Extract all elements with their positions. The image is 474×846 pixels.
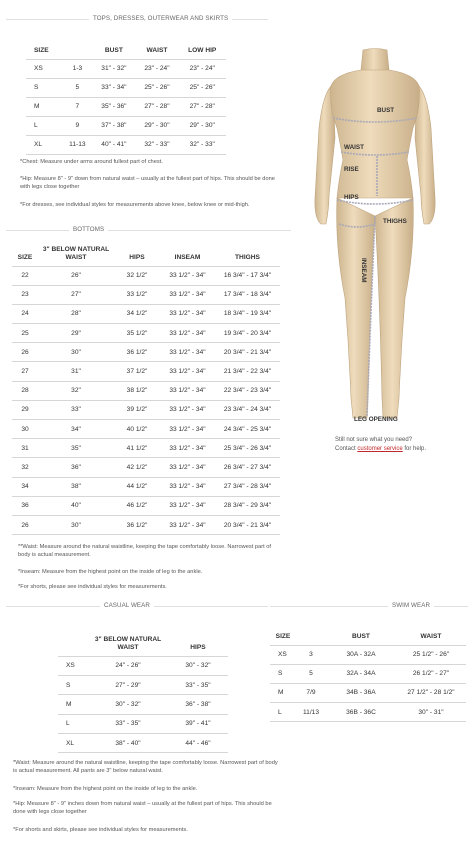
bottoms-table-cell: 30" <box>38 515 114 534</box>
casual-note-hip: *Hip: Measure 8" - 9" inches down from natural waist – usually at the fullest part of hips. This should be done with legs close together <box>13 801 272 816</box>
bottoms-table-cell: 34 <box>12 477 38 496</box>
figure-label-hips: HIPS <box>344 194 359 201</box>
bottoms-table-row <box>12 324 280 343</box>
tops-table-row <box>26 59 226 78</box>
tops-table-cell: 27" - 28" <box>135 97 178 116</box>
bottoms-table-cell: 26 3/4" - 27 3/4" <box>215 458 280 477</box>
tops-table-cell: 5 <box>62 78 92 97</box>
bottoms-table-cell: 28 <box>12 381 38 400</box>
casual-table-cell: 30" - 32" <box>88 695 168 714</box>
bottoms-table-cell: 30" <box>38 343 114 362</box>
tops-table-cell: 25" - 26" <box>178 78 226 97</box>
swim-table-row <box>270 703 466 722</box>
casual-table-cell: 38" - 40" <box>88 734 168 753</box>
swim-table-cell: S <box>270 664 296 683</box>
bottoms-table-cell: 18 3/4" - 19 3/4" <box>215 304 280 323</box>
bottoms-table-cell: 27" <box>38 285 114 304</box>
swim-table-cell: 7/9 <box>296 683 326 702</box>
tops-table-cell: 23" - 24" <box>135 59 178 78</box>
casual-size-table <box>58 631 228 753</box>
tops-table-cell: 29" - 30" <box>178 116 226 135</box>
swim-table-cell: 30" - 31" <box>396 703 466 722</box>
bottoms-table-cell: 26 <box>12 515 38 534</box>
swim-table-row <box>270 645 466 664</box>
swim-table-row <box>270 683 466 702</box>
bottoms-note-waist: **Waist: Measure around the natural waistline, keeping the tape comfortably loose. Narrowest part of body is actual measurement. <box>18 544 272 559</box>
tops-table-row <box>26 97 226 116</box>
tops-table-cell: 23" - 24" <box>178 59 226 78</box>
swim-table-body <box>270 645 466 722</box>
figure-label-inseam: INSEAM <box>360 258 367 283</box>
bottoms-table-cell: 33 1/2" - 34" <box>160 381 215 400</box>
casual-table-cell: 33" - 35" <box>88 714 168 733</box>
swim-table-cell: 25 1/2" - 26" <box>396 645 466 664</box>
help-line-question: Still not sure what you need? <box>335 437 413 443</box>
bottoms-table-cell: 38 1/2" <box>114 381 160 400</box>
casual-table-cell: 33" - 35" <box>168 675 228 694</box>
tops-header-waist: WAIST <box>146 47 168 55</box>
casual-table-cell: M <box>58 695 88 714</box>
casual-note-inseam: *Inseam: Measure from the highest point on the inside of leg to the ankle. <box>13 786 198 792</box>
bottoms-table-cell: 23 <box>12 285 38 304</box>
tops-header-bust: BUST <box>104 47 123 55</box>
swim-table-cell: L <box>270 703 296 722</box>
tops-table-cell: 27" - 28" <box>178 97 226 116</box>
tops-section-title: TOPS, DRESSES, OUTERWEAR AND SKIRTS <box>89 15 232 22</box>
bottoms-table-cell: 32 <box>12 458 38 477</box>
bottoms-table-row <box>12 420 280 439</box>
bottoms-table-cell: 25 <box>12 324 38 343</box>
bottoms-table-cell: 24 <box>12 304 38 323</box>
help-text <box>335 436 470 453</box>
swim-table-cell: M <box>270 683 296 702</box>
bottoms-table-cell: 28" <box>38 304 114 323</box>
casual-table-cell: 44" - 46" <box>168 734 228 753</box>
swim-size-table <box>270 626 466 722</box>
bottoms-table-cell: 33 1/2" - 34" <box>160 362 215 381</box>
bottoms-note-inseam: *Inseam: Measure from the highest point on the inside of leg to the ankle. <box>18 569 203 575</box>
help-prefix: Contact <box>335 445 358 452</box>
swim-table-cell: 11/13 <box>296 703 326 722</box>
bottoms-table-cell: 33 1/2" - 34" <box>160 496 215 515</box>
bottoms-table-cell: 31 <box>12 439 38 458</box>
bottoms-divider <box>6 230 291 231</box>
bottoms-table-cell: 29" <box>38 324 114 343</box>
casual-header-hips: HIPS <box>190 644 206 652</box>
bottoms-table-cell: 19 3/4" - 20 3/4" <box>215 324 280 343</box>
casual-header-waist: 3" BELOW NATURAL WAIST <box>94 636 162 652</box>
bottoms-table-cell: 46 1/2" <box>114 496 160 515</box>
bottoms-table-cell: 39 1/2" <box>114 400 160 419</box>
bottoms-header-size: SIZE <box>17 254 33 262</box>
bottoms-table-cell: 33 1/2" - 34" <box>160 420 215 439</box>
bottoms-table-cell: 33 1/2" - 34" <box>160 477 215 496</box>
bottoms-table-cell: 32 1/2" <box>114 266 160 285</box>
swim-table-cell: 27 1/2" - 28 1/2" <box>396 683 466 702</box>
tops-table-cell: 31" - 32" <box>92 59 135 78</box>
bottoms-table-row <box>12 304 280 323</box>
bottoms-table-cell: 33" <box>38 400 114 419</box>
tops-header-size: SIZE <box>34 47 49 55</box>
bottoms-table-cell: 26" <box>38 266 114 285</box>
mannequin-figure <box>305 48 445 428</box>
casual-table-row <box>58 675 228 694</box>
tops-table-cell: 7 <box>62 97 92 116</box>
bottoms-table-cell: 29 <box>12 400 38 419</box>
bottoms-table-cell: 33 1/2" - 34" <box>160 285 215 304</box>
bottoms-table-cell: 26 <box>12 343 38 362</box>
bottoms-header-hips: HIPS <box>129 254 145 262</box>
bottoms-table-cell: 36" <box>38 458 114 477</box>
swim-table-cell: 3 <box>296 645 326 664</box>
bottoms-table-cell: 22 <box>12 266 38 285</box>
bottoms-table-cell: 25 3/4" - 26 3/4" <box>215 439 280 458</box>
bottoms-table-cell: 37 1/2" <box>114 362 160 381</box>
bottoms-table-cell: 28 3/4" - 29 3/4" <box>215 496 280 515</box>
bottoms-table-row <box>12 285 280 304</box>
bottoms-table-cell: 40" <box>38 496 114 515</box>
tops-note-hip: *Hip: Measure 8" - 9" down from natural waist – usually at the fullest part of hips. This should be done with legs close together <box>20 176 275 191</box>
tops-table-row <box>26 78 226 97</box>
bottoms-table-cell: 36 <box>12 496 38 515</box>
bottoms-section-title: BOTTOMS <box>69 226 108 233</box>
tops-table-cell: 9 <box>62 116 92 135</box>
swim-table-cell: 30A - 32A <box>326 645 396 664</box>
bottoms-table-cell: 40 1/2" <box>114 420 160 439</box>
bottoms-header-waist: 3" BELOW NATURAL WAIST <box>42 246 110 262</box>
casual-note-shorts: *For shorts and skirts, please see individual styles for measurements. <box>13 827 188 833</box>
casual-table-cell: 39" - 41" <box>168 714 228 733</box>
bottoms-table-cell: 41 1/2" <box>114 439 160 458</box>
casual-table-cell: XL <box>58 734 88 753</box>
swim-table-cell: XS <box>270 645 296 664</box>
bottoms-table-cell: 33 1/2" - 34" <box>160 458 215 477</box>
bottoms-table-cell: 27 3/4" - 28 3/4" <box>215 477 280 496</box>
swim-table-cell: 5 <box>296 664 326 683</box>
figure-label-rise: RISE <box>344 166 359 173</box>
bottoms-table-cell: 22 3/4" - 23 3/4" <box>215 381 280 400</box>
bottoms-table-cell: 24 3/4" - 25 3/4" <box>215 420 280 439</box>
bottoms-table-row <box>12 266 280 285</box>
swim-header-bust: BUST <box>352 633 370 641</box>
bottoms-table-row <box>12 400 280 419</box>
casual-table-cell: XS <box>58 656 88 675</box>
bottoms-table-cell: 42 1/2" <box>114 458 160 477</box>
tops-table-cell: 37" - 38" <box>92 116 135 135</box>
swim-section-title: SWIM WEAR <box>388 602 434 609</box>
bottoms-table-cell: 31" <box>38 362 114 381</box>
tops-note-chest: *Chest: Measure under arms around fullest part of chest. <box>20 159 163 165</box>
bottoms-table-cell: 32" <box>38 381 114 400</box>
bottoms-table-row <box>12 515 280 534</box>
bottoms-size-table <box>12 241 280 535</box>
bottoms-table-cell: 35 1/2" <box>114 324 160 343</box>
tops-table-cell: XL <box>26 135 62 154</box>
swim-table-cell: 36B - 36C <box>326 703 396 722</box>
tops-table-cell: 40" - 41" <box>92 135 135 154</box>
swim-divider <box>270 606 468 607</box>
bottoms-header-thighs: THIGHS <box>235 254 260 262</box>
casual-table-cell: S <box>58 675 88 694</box>
tops-table-cell: M <box>26 97 62 116</box>
tops-table-row <box>26 116 226 135</box>
tops-header-low-hip: LOW HIP <box>188 47 217 55</box>
bottoms-table-row <box>12 477 280 496</box>
casual-table-row <box>58 714 228 733</box>
bottoms-table-cell: 20 3/4" - 21 3/4" <box>215 515 280 534</box>
tops-table-cell: 32" - 33" <box>135 135 178 154</box>
swim-table-row <box>270 664 466 683</box>
casual-table-cell: L <box>58 714 88 733</box>
help-line-contact <box>335 445 470 454</box>
bottoms-table-row <box>12 496 280 515</box>
figure-label-waist: WAIST <box>344 144 364 151</box>
bottoms-table-row <box>12 439 280 458</box>
casual-table-cell: 24" - 26" <box>88 656 168 675</box>
tops-table-row <box>26 135 226 154</box>
bottoms-table-cell: 33 1/2" - 34" <box>160 515 215 534</box>
bottoms-note-shorts: *For shorts, please see individual styles for measurements. <box>18 584 167 590</box>
help-suffix: for help. <box>402 445 427 452</box>
casual-table-cell: 27" - 29" <box>88 675 168 694</box>
bottoms-table-cell: 33 1/2" - 34" <box>160 400 215 419</box>
tops-table-cell: 35" - 36" <box>92 97 135 116</box>
tops-table-cell: 1-3 <box>62 59 92 78</box>
bottoms-table-cell: 33 1/2" - 34" <box>160 439 215 458</box>
casual-table-row <box>58 695 228 714</box>
tops-table-cell: 33" - 34" <box>92 78 135 97</box>
bottoms-table-cell: 38" <box>38 477 114 496</box>
casual-table-row <box>58 656 228 675</box>
swim-header-number <box>296 626 326 645</box>
tops-table-cell: S <box>26 78 62 97</box>
bottoms-table-cell: 33 1/2" - 34" <box>160 304 215 323</box>
tops-table-cell: 32" - 33" <box>178 135 226 154</box>
casual-table-cell: 30" - 32" <box>168 656 228 675</box>
tops-size-table <box>26 40 226 155</box>
bottoms-table-cell: 34 1/2" <box>114 304 160 323</box>
bottoms-table-cell: 33 1/2" - 34" <box>160 266 215 285</box>
casual-table-body <box>58 656 228 753</box>
bottoms-table-cell: 16 3/4" - 17 3/4" <box>215 266 280 285</box>
bottoms-table-row <box>12 343 280 362</box>
bottoms-table-row <box>12 458 280 477</box>
figure-label-leg-opening: LEG OPENING <box>354 416 398 423</box>
bottoms-table-row <box>12 381 280 400</box>
bottoms-table-row <box>12 362 280 381</box>
bottoms-table-cell: 36 1/2" <box>114 515 160 534</box>
tops-table-cell: XS <box>26 59 62 78</box>
bottoms-table-cell: 35" <box>38 439 114 458</box>
bottoms-header-inseam: INSEAM <box>174 254 201 262</box>
tops-header-number <box>62 40 92 59</box>
swim-header-waist: WAIST <box>420 633 442 641</box>
tops-table-cell: 11-13 <box>62 135 92 154</box>
bottoms-table-cell: 21 3/4" - 22 3/4" <box>215 362 280 381</box>
tops-table-cell: 29" - 30" <box>135 116 178 135</box>
customer-service-link[interactable]: customer service <box>357 445 403 452</box>
casual-table-cell: 36" - 38" <box>168 695 228 714</box>
tops-table-cell: L <box>26 116 62 135</box>
bottoms-table-cell: 17 3/4" - 18 3/4" <box>215 285 280 304</box>
swim-table-cell: 26 1/2" - 27" <box>396 664 466 683</box>
bottoms-table-cell: 30 <box>12 420 38 439</box>
bottoms-table-cell: 33 1/2" - 34" <box>160 343 215 362</box>
swim-table-cell: 34B - 36A <box>326 683 396 702</box>
bottoms-table-cell: 33 1/2" <box>114 285 160 304</box>
swim-header-size: SIZE <box>275 633 291 641</box>
figure-label-bust: BUST <box>377 107 395 114</box>
bottoms-table-cell: 33 1/2" - 34" <box>160 324 215 343</box>
figure-label-thighs: THIGHS <box>383 218 407 225</box>
bottoms-table-cell: 20 3/4" - 21 3/4" <box>215 343 280 362</box>
swim-table-cell: 32A - 34A <box>326 664 396 683</box>
bottoms-table-cell: 36 1/2" <box>114 343 160 362</box>
tops-table-body <box>26 59 226 154</box>
bottoms-table-cell: 27 <box>12 362 38 381</box>
bottoms-table-cell: 44 1/2" <box>114 477 160 496</box>
bottoms-table-body <box>12 266 280 535</box>
casual-section-title: CASUAL WEAR <box>100 602 154 609</box>
bottoms-table-cell: 34" <box>38 420 114 439</box>
tops-note-dresses: *For dresses, see individual styles for measurements above knee, below knee or mid-thigh. <box>20 202 250 208</box>
tops-table-cell: 25" - 26" <box>135 78 178 97</box>
casual-note-waist: *Waist: Measure around the natural waistline, keeping the tape comfortably loose. Narrowest part of body is actual measurement. All pants are 3" below natural waist. <box>13 760 278 775</box>
bottoms-table-cell: 23 3/4" - 24 3/4" <box>215 400 280 419</box>
casual-header-size <box>58 631 88 656</box>
casual-table-row <box>58 734 228 753</box>
